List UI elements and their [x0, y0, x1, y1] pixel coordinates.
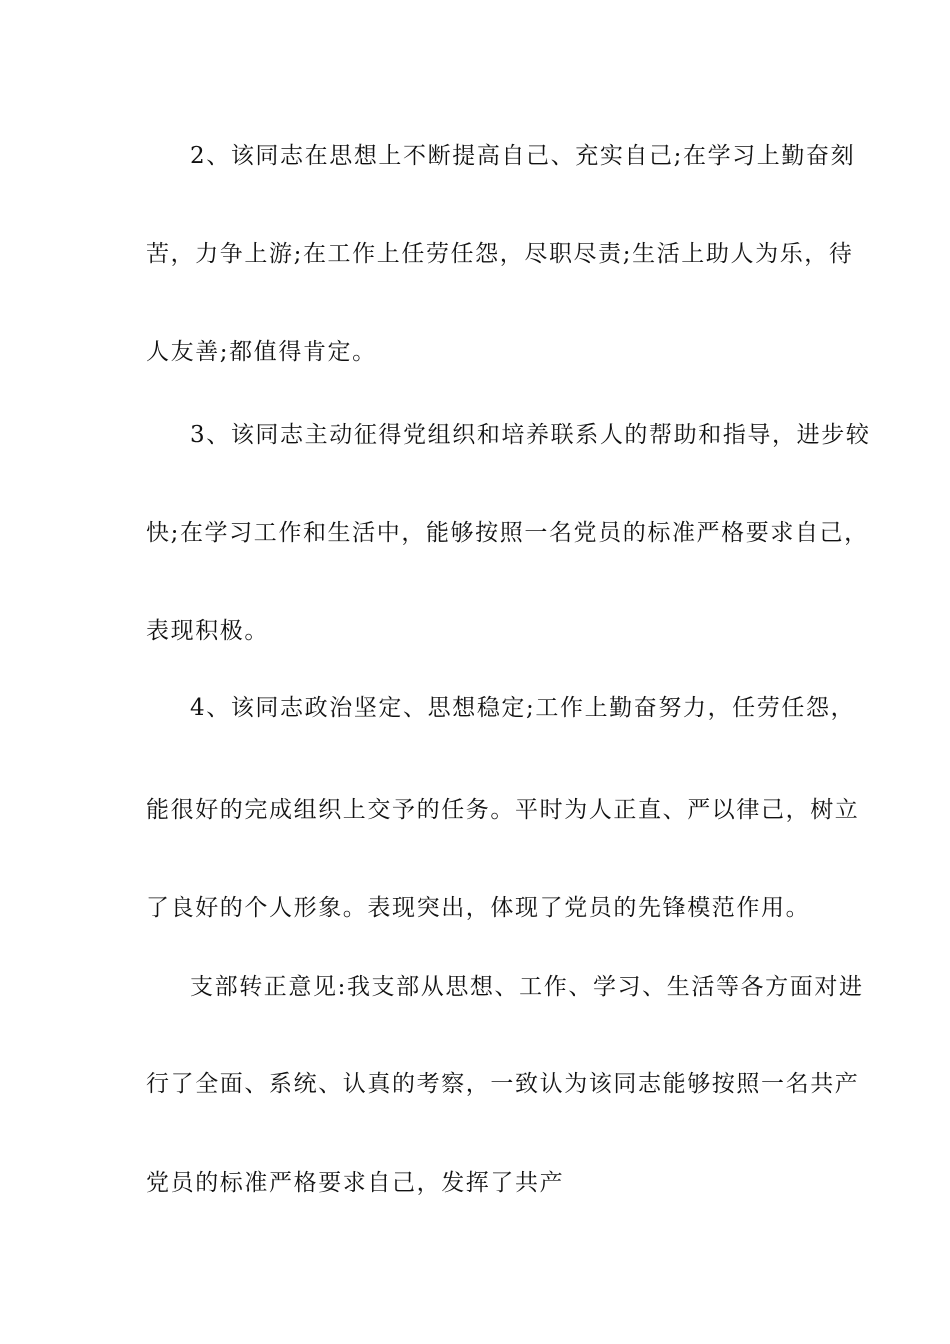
paragraph-line: 2、该同志在思想上不断提高自己、充实自己;在学习上勤奋刻 — [190, 143, 856, 169]
paragraph-line: 快;在学习工作和生活中，能够按照一名党员的标准严格要求自己， — [146, 520, 869, 546]
paragraph-line: 了良好的个人形象。表现突出，体现了党员的先锋模范作用。 — [146, 895, 811, 921]
paragraph-line: 苦，力争上游;在工作上任劳任怨，尽职尽责;生活上助人为乐，待 — [146, 241, 854, 267]
paragraph-line: 支部转正意见:我支部从思想、工作、学习、生活等各方面对进 — [190, 974, 864, 1000]
paragraph-line: 3、该同志主动征得党组织和培养联系人的帮助和指导，进步较 — [190, 422, 871, 448]
paragraph-line: 能很好的完成组织上交予的任务。平时为人正直、严以律己，树立 — [146, 797, 860, 823]
paragraph-line: 表现积极。 — [146, 618, 269, 644]
paragraph-line: 党员的标准严格要求自己，发挥了共产 — [146, 1170, 565, 1196]
paragraph-line: 人友善;都值得肯定。 — [146, 339, 377, 365]
paragraph-line: 4、该同志政治坚定、思想稳定;工作上勤奋努力，任劳任怨， — [190, 695, 856, 721]
paragraph-line: 行了全面、系统、认真的考察，一致认为该同志能够按照一名共产 — [146, 1071, 860, 1097]
